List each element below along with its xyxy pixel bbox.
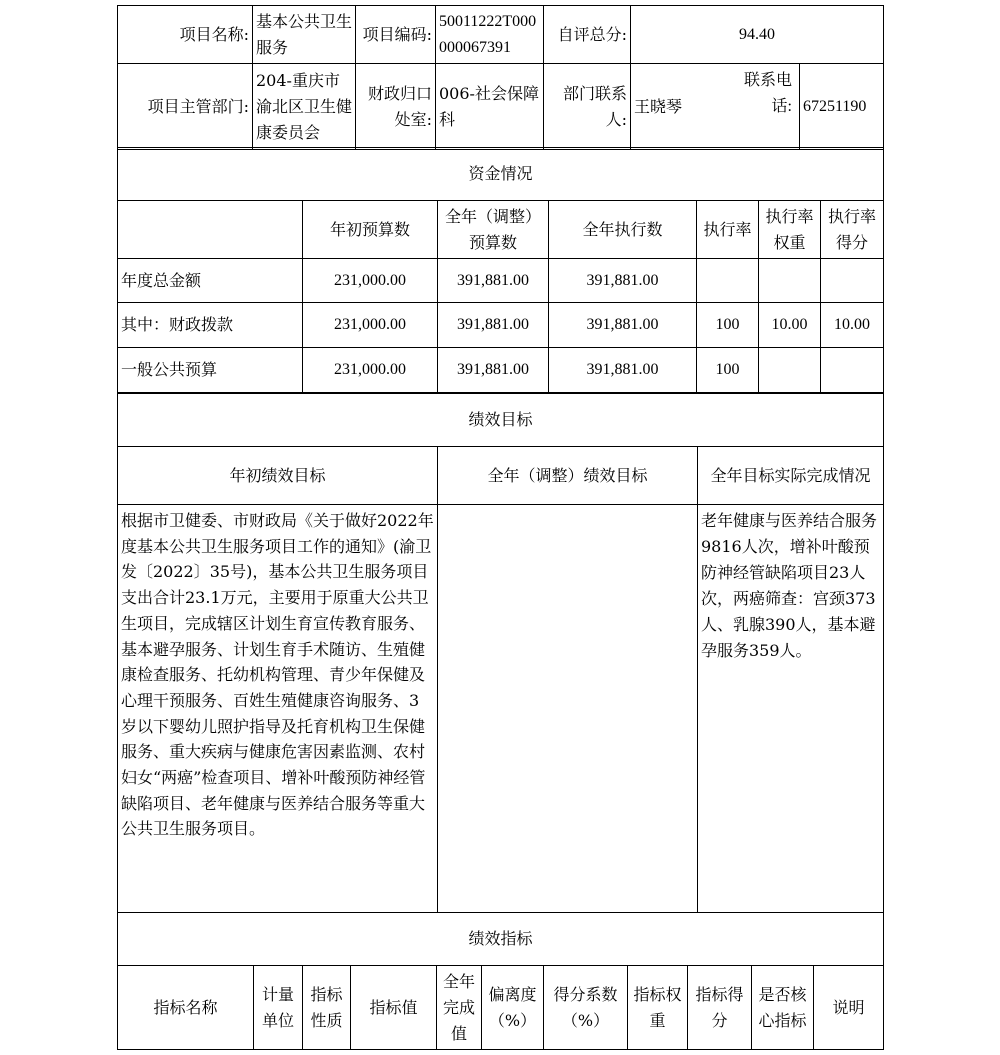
cell-rate: 100 — [697, 348, 759, 393]
funds-section-title: 资金情况 — [118, 148, 884, 201]
dept-value: 204-重庆市渝北区卫生健康委员会 — [253, 64, 356, 150]
funds-table — [117, 147, 884, 393]
col-adjusted-budget: 全年（调整）预算数 — [438, 201, 549, 259]
cell-score — [821, 348, 884, 393]
cell-weight: 10.00 — [759, 303, 821, 348]
col-actual-goal: 全年目标实际完成情况 — [698, 447, 884, 505]
cell-adjusted: 391,881.00 — [438, 259, 549, 303]
cell-weight — [759, 259, 821, 303]
table-row — [118, 348, 884, 393]
col-indicator-name: 指标名称 — [118, 966, 254, 1050]
col-completed-value: 全年完成值 — [437, 966, 482, 1050]
cell-executed: 391,881.00 — [549, 259, 697, 303]
cell-budget: 231,000.00 — [303, 348, 438, 393]
cell-budget: 231,000.00 — [303, 303, 438, 348]
cell-rate: 100 — [697, 303, 759, 348]
col-adjusted-goal: 全年（调整）绩效目标 — [438, 447, 698, 505]
phone-value: 67251190 — [803, 97, 867, 115]
cell-executed: 391,881.00 — [549, 303, 697, 348]
indicators-section-title: 绩效指标 — [118, 913, 884, 966]
col-deviation: 偏离度（%） — [482, 966, 544, 1050]
col-exec-rate: 执行率 — [697, 201, 759, 259]
col-weight: 指标权重 — [628, 966, 688, 1050]
cell-adjusted: 391,881.00 — [438, 348, 549, 393]
funds-corner-cell — [118, 201, 303, 259]
contact-label: 部门联系人: — [544, 64, 631, 150]
dept-label: 项目主管部门: — [118, 64, 253, 150]
cell-executed: 391,881.00 — [549, 348, 697, 393]
indicators-table — [117, 912, 884, 1050]
row-label: 一般公共预算 — [118, 348, 303, 393]
cell-score: 10.00 — [821, 303, 884, 348]
project-code-label: 项目编码: — [356, 6, 436, 64]
self-score-value: 94.40 — [631, 6, 884, 64]
col-indicator-value: 指标值 — [351, 966, 437, 1050]
project-header-table — [117, 5, 884, 150]
adjusted-goal-text — [438, 505, 698, 913]
cell-adjusted: 391,881.00 — [438, 303, 549, 348]
col-initial-budget: 年初预算数 — [303, 201, 438, 259]
cell-rate — [697, 259, 759, 303]
cell-score — [821, 259, 884, 303]
col-exec-score: 执行率得分 — [821, 201, 884, 259]
actual-goal-text: 老年健康与医养结合服务9816人次，增补叶酸预防神经管缺陷项目23人次，两癌筛查：宫颈373人、乳腺390人，基本避孕服务359人。 — [698, 505, 884, 913]
col-initial-goal: 年初绩效目标 — [118, 447, 438, 505]
col-exec-weight: 执行率权重 — [759, 201, 821, 259]
project-name-label: 项目名称: — [118, 6, 253, 64]
phone-label: 联系电话: — [743, 72, 792, 115]
goals-table — [117, 393, 884, 913]
col-remark: 说明 — [814, 966, 884, 1050]
row-label: 年度总金额 — [118, 259, 303, 303]
phone-value-cell — [743, 64, 884, 150]
table-row — [118, 259, 884, 303]
cell-weight — [759, 348, 821, 393]
table-row — [118, 303, 884, 348]
col-score-coef: 得分系数（%） — [544, 966, 628, 1050]
contact-value: 王晓琴 — [631, 64, 800, 150]
col-executed: 全年执行数 — [549, 201, 697, 259]
col-indicator-score: 指标得分 — [688, 966, 752, 1050]
cell-budget: 231,000.00 — [303, 259, 438, 303]
col-unit: 计量单位 — [254, 966, 303, 1050]
project-name-value: 基本公共卫生服务 — [253, 6, 356, 64]
col-is-core: 是否核心指标 — [752, 966, 814, 1050]
finance-value: 006-社会保障科 — [436, 64, 544, 150]
col-nature: 指标性质 — [303, 966, 351, 1050]
project-code-value: 50011222T000000067391 — [436, 6, 544, 64]
initial-goal-text: 根据市卫健委、市财政局《关于做好2022年度基本公共卫生服务项目工作的通知》(渝卫发〔2022〕35号)，基本公共卫生服务项目支出合计23.1万元，主要用于原重大公共卫生项目，完成辖区计划生育宣传教育服务、基本避孕服务、计划生育手术随访、生殖健康检查服务、托幼机构管理、青少年保健及心理干预服务、百姓生殖健康咨询服务、3岁以下婴幼儿照护指导及托育机构卫生保健服务、重大疾病与健康危害因素监测、农村妇女“两癌”检查项目、增补叶酸预防神经管缺陷项目、老年健康与医养结合服务等重大公共卫生服务项目。 — [118, 505, 438, 913]
row-label: 其中：财政拨款 — [118, 303, 303, 348]
finance-label: 财政归口处室: — [356, 64, 436, 150]
self-score-label: 自评总分: — [544, 6, 631, 64]
goals-section-title: 绩效目标 — [118, 394, 884, 447]
